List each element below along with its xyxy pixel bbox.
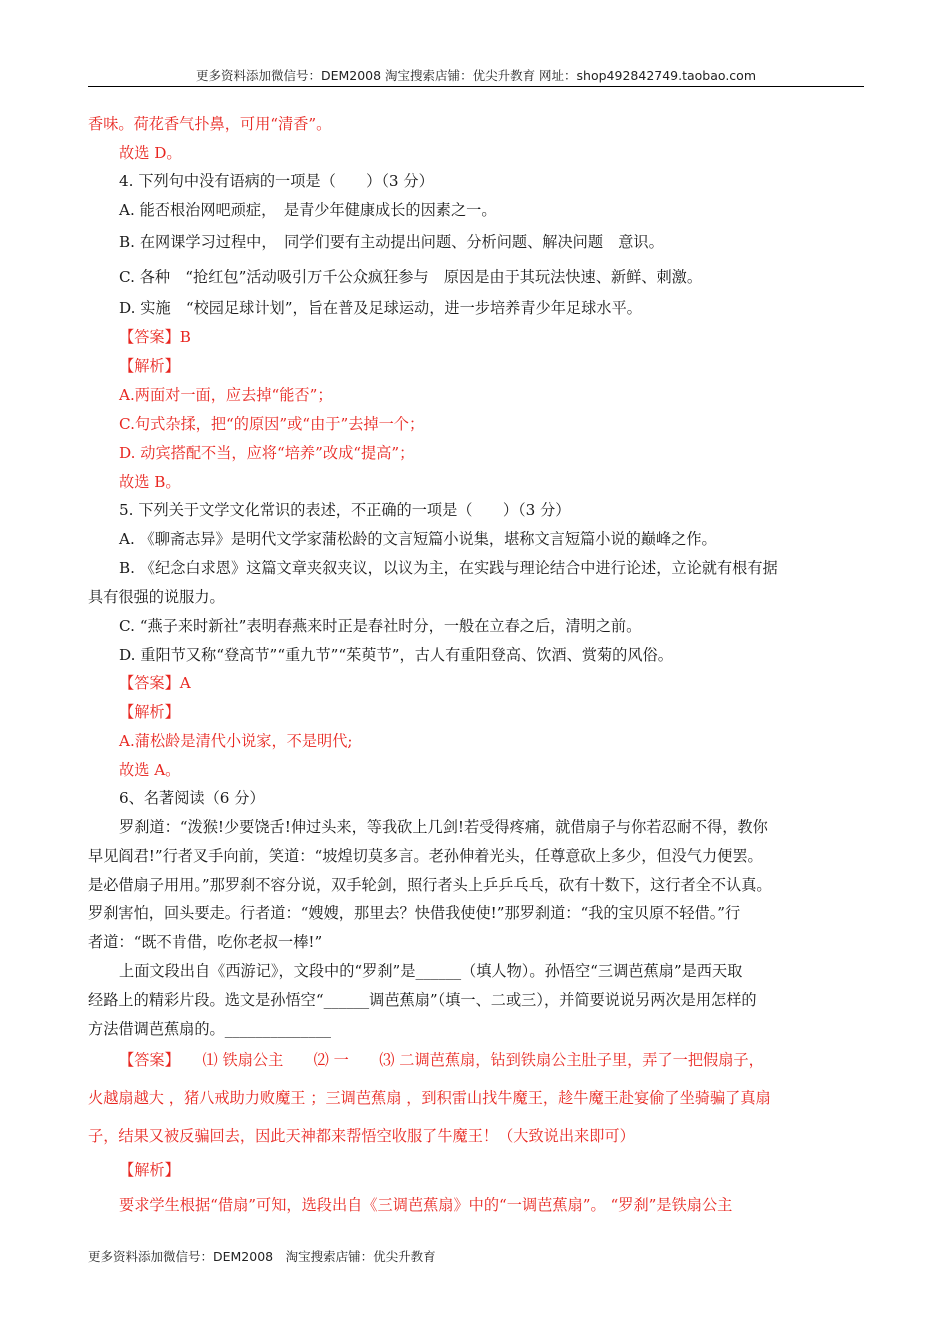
text-line: 火越扇越大 ，猪八戒助力败魔王 ；三调芭蕉扇 ，到积雷山找牛魔王，趁牛魔王赴宴偷了坐骑骗了真扇 [88, 1089, 771, 1107]
analysis-label: 【解析】 [119, 357, 180, 375]
option-a: A. 《聊斋志异》是明代文学家蒲松龄的文言短篇小说集，堪称文言短篇小说的巅峰之作。 [119, 530, 717, 548]
answer-label: 【答案】B [119, 328, 191, 346]
text-line: 方法借调芭蕉扇的。______________ [88, 1020, 331, 1038]
option-a: A. 能否根治网吧顽症， 是青少年健康成长的因素之一。 [119, 201, 497, 219]
question-4: 4. 下列句中没有语病的一项是（ ）（3 分） [119, 172, 434, 190]
passage-line: 者道：“既不肯借，吃你老叔一棒!” [88, 933, 323, 951]
text-line: 故选 D。 [119, 144, 182, 162]
option-d: D. 重阳节又称“登高节”“重九节”“茱萸节”，古人有重阳登高、饮酒、赏菊的风俗。 [119, 646, 673, 664]
text-line: 具有很强的说服力。 [88, 588, 225, 606]
option-d: D. 实施 “校园足球计划”，旨在普及足球运动，进一步培养青少年足球水平。 [119, 299, 642, 317]
text-line: 子，结果又被反骗回去，因此天神都来帮悟空收服了牛魔王！（大致说出来即可） [88, 1127, 635, 1145]
passage-line: 是必借扇子用用。”那罗刹不容分说，双手轮剑，照行者头上乒乒乓乓，砍有十数下，这行者全不认真。 [88, 876, 772, 894]
page-footer: 更多资料添加微信号：DEM2008 淘宝搜索店铺：优尖升教育 [88, 1249, 436, 1264]
answer-label: 【答案】A [119, 674, 191, 692]
text-line: 故选 B。 [119, 473, 181, 491]
option-b: B. 在网课学习过程中， 同学们要有主动提出问题、分析问题、解决问题 意识。 [119, 233, 664, 251]
text-line: D. 动宾搭配不当，应将“培养”改成“提高”； [119, 444, 415, 462]
analysis-label: 【解析】 [119, 1161, 180, 1179]
option-c: C. “燕子来时新社”表明春燕来时正是春社时分，一般在立春之后，清明之前。 [119, 617, 642, 635]
text-line: A.两面对一面，应去掉“能否”； [119, 386, 333, 404]
text-line: 香味。荷花香气扑鼻，可用“清香”。 [88, 115, 332, 133]
analysis-label: 【解析】 [119, 703, 180, 721]
question-5: 5. 下列关于文学文化常识的表述，不正确的一项是（ ）（3 分） [119, 501, 571, 519]
page-header: 更多资料添加微信号：DEM2008 淘宝搜索店铺：优尖升教育 网址：shop492842749.taobao.com [195, 68, 757, 83]
passage-line: 罗刹道：“泼猴!少要饶舌!伸过头来，等我砍上几剑!若受得疼痛，就借扇子与你若忍耐不得，教你 [119, 818, 768, 836]
question-6: 6、名著阅读（6 分） [119, 789, 265, 807]
text-line: 经路上的精彩片段。选文是孙悟空“______调芭蕉扇”（填一、二或三），并简要说说另两次是用怎样的 [88, 991, 757, 1009]
option-b: B. 《纪念白求恩》这篇文章夹叙夹议，以议为主，在实践与理论结合中进行论述，立论就有根有据 [119, 559, 778, 577]
passage-line: 罗刹害怕，回头要走。行者道：“嫂嫂，那里去？快借我使使!”那罗刹道：“我的宝贝原不轻借。”行 [88, 904, 741, 922]
option-c: C. 各种 “抢红包”活动吸引万千公众疯狂参与 原因是由于其玩法快速、新鲜、刺激。 [119, 268, 703, 286]
text-line: A.蒲松龄是清代小说家，不是明代; [119, 732, 353, 750]
text-line: 要求学生根据“借扇”可知，选段出自《三调芭蕉扇》中的“一调芭蕉扇”。 “罗刹”是铁扇公主 [119, 1196, 733, 1214]
passage-line: 早见阎君!”行者叉手向前，笑道：“坡煌切莫多言。老孙伸着光头，任尊意砍上多少，但没气力便罢。 [88, 847, 763, 865]
text-line: C.句式杂揉，把“的原因”或“由于”去掉一个； [119, 415, 425, 433]
answer-label: 【答案】 ⑴ 铁扇公主 ⑵ 一 ⑶ 二调芭蕉扇，钻到铁扇公主肚子里，弄了一把假扇子， [119, 1051, 764, 1069]
text-line: 故选 A。 [119, 761, 181, 779]
text-line: 上面文段出自《西游记》，文段中的“罗刹”是______（填人物）。孙悟空“三调芭蕉扇”是西天取 [119, 962, 743, 980]
header-rule [88, 86, 864, 87]
